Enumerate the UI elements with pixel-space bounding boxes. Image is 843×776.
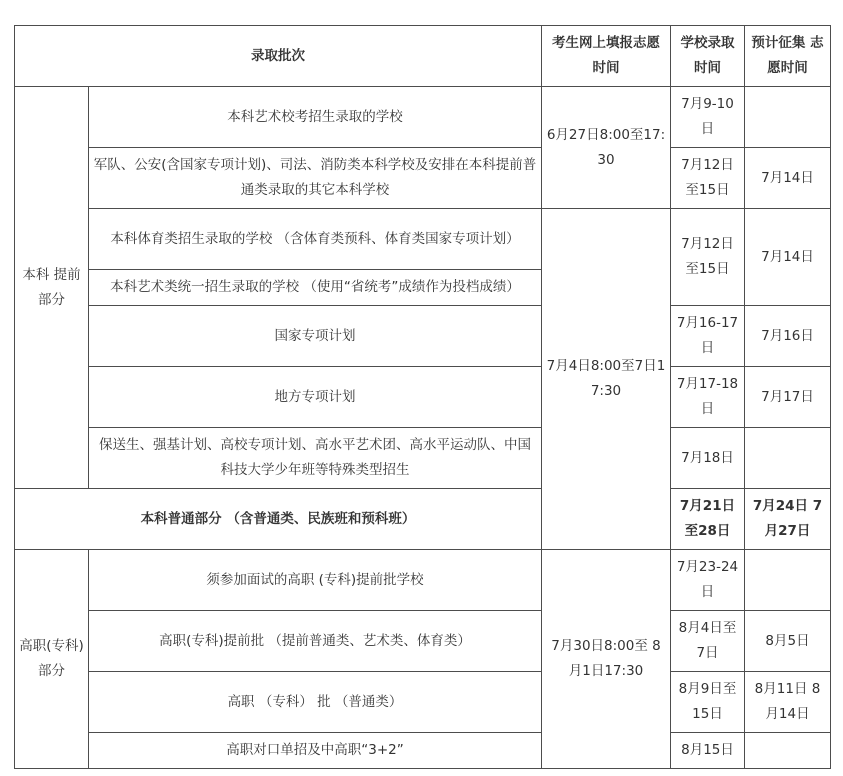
collect-time: 7月17日 (745, 367, 831, 428)
batch-name: 高职 （专科） 批 （普通类） (89, 672, 542, 733)
collect-time (745, 733, 831, 769)
batch-name: 高职(专科)提前批 （提前普通类、艺术类、体育类） (89, 611, 542, 672)
collect-time: 7月14日 (745, 209, 831, 306)
batch-name: 地方专项计划 (89, 367, 542, 428)
admit-time: 7月18日 (671, 428, 745, 489)
collect-time: 7月16日 (745, 306, 831, 367)
admit-time: 7月17-18日 (671, 367, 745, 428)
fill-period-2: 7月4日8:00至7日17:30 (542, 209, 671, 550)
table-row (15, 148, 831, 209)
collect-time (745, 428, 831, 489)
group-undergrad-early: 本科 提前部分 (15, 87, 89, 489)
table-row (15, 733, 831, 769)
table-row (15, 367, 831, 428)
admit-time: 7月12日至15日 (671, 209, 745, 306)
collect-time (745, 550, 831, 611)
batch-name: 高职对口单招及中高职“3+2” (89, 733, 542, 769)
header-admit-time: 学校录取时间 (671, 26, 745, 87)
batch-name: 国家专项计划 (89, 306, 542, 367)
table-row (15, 550, 831, 611)
admit-time: 8月9日至15日 (671, 672, 745, 733)
fill-period-3: 7月30日8:00至 8月1日17:30 (542, 550, 671, 769)
fill-period-1: 6月27日8:00至17:30 (542, 87, 671, 209)
table-row (15, 306, 831, 367)
table-row (15, 489, 831, 550)
admit-time: 7月9-10日 (671, 87, 745, 148)
admit-time: 8月4日至7日 (671, 611, 745, 672)
table-row (15, 672, 831, 733)
table-row (15, 209, 831, 270)
collect-time (745, 87, 831, 148)
batch-name: 本科艺术类统一招生录取的学校 （使用“省统考”成绩作为投档成绩） (89, 270, 542, 306)
header-fill-time: 考生网上填报志愿时间 (542, 26, 671, 87)
batch-name: 本科体育类招生录取的学校 （含体育类预科、体育类国家专项计划） (89, 209, 542, 270)
collect-time: 8月11日 8月14日 (745, 672, 831, 733)
admit-time: 7月21日至28日 (671, 489, 745, 550)
batch-name: 本科艺术校考招生录取的学校 (89, 87, 542, 148)
header-batch: 录取批次 (15, 26, 542, 87)
batch-name: 军队、公安(含国家专项计划)、司法、消防类本科学校及安排在本科提前普通类录取的其它本科学校 (89, 148, 542, 209)
collect-time: 8月5日 (745, 611, 831, 672)
group-vocational: 高职(专科) 部分 (15, 550, 89, 769)
table-row (15, 611, 831, 672)
admit-time: 7月12日至15日 (671, 148, 745, 209)
admit-time: 8月15日 (671, 733, 745, 769)
collect-time: 7月14日 (745, 148, 831, 209)
table-row (15, 428, 831, 489)
admit-time: 7月23-24日 (671, 550, 745, 611)
batch-name: 保送生、强基计划、高校专项计划、高水平艺术团、高水平运动队、中国科技大学少年班等特殊类型招生 (89, 428, 542, 489)
batch-name: 须参加面试的高职 (专科)提前批学校 (89, 550, 542, 611)
header-row (15, 26, 831, 87)
collect-time: 7月24日 7月27日 (745, 489, 831, 550)
header-collect-time: 预计征集 志愿时间 (745, 26, 831, 87)
table-row (15, 87, 831, 148)
admission-schedule-table (14, 25, 831, 769)
group-undergrad-regular: 本科普通部分 （含普通类、民族班和预科班） (15, 489, 542, 550)
admit-time: 7月16-17日 (671, 306, 745, 367)
